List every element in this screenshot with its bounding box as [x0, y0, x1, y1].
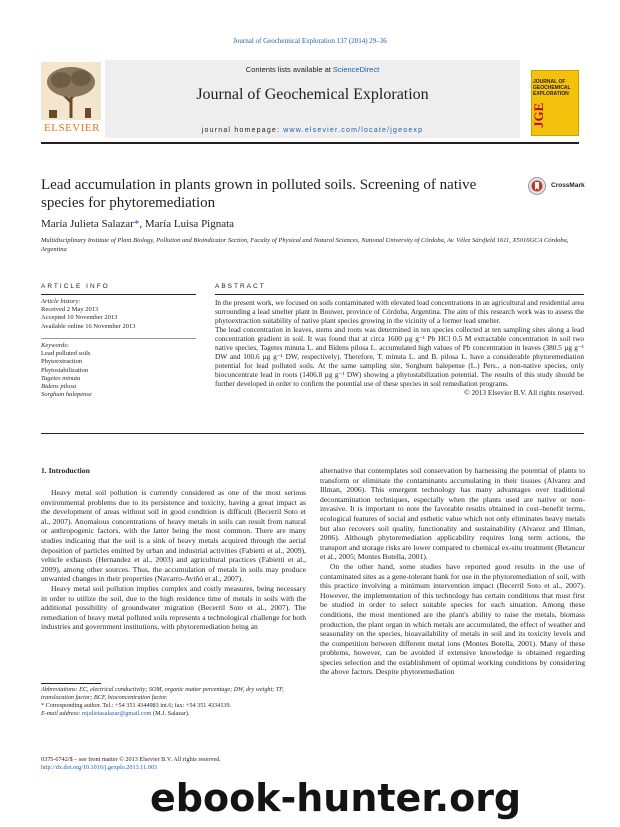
keyword: Phytostabilization [41, 366, 88, 374]
body-paragraph: On the other hand, some studies have reported good results in the use of contaminated sites as a gene-tolerant bank for use in the phytoremediation of soil, with this practice involving a minimum intervention impact (Becerril Soto et al., 2007). However, the implementation of this technology has certain conditions that must first be studied in order to select suitable species for each situation. Among these conditions, the most mentioned are the plant's ability to raise the metals, biomass production, the plant organ in which metals are accumulated, the effect of weather and seasonality on the species, bioavailability of metals in soil and its toxicity levels and the competition between different metal ions (Montes Botella, 2001). Many of these problems, however, can be avoided if extensive knowledge is obtained regarding species selection and the establishment of optimal working conditions by considering the above factors. Despite phytoremediation [320, 561, 585, 677]
keyword: Phytoextraction [41, 358, 83, 366]
section-heading: 1. Introduction [41, 466, 90, 475]
keyword: Lead polluted soils [41, 350, 91, 358]
contents-line [105, 65, 520, 74]
abstract-body [215, 298, 584, 397]
keyword: Bidens pilosa [41, 383, 77, 391]
email-footnote [41, 710, 311, 718]
accepted-date: Accepted 10 November 2013 [41, 314, 118, 322]
body-left-column [41, 488, 306, 632]
abstract-paragraph: The lead concentration in leaves, stems and roots was determined in ten species collected at ten sampling sites along a lead concentration gradient in soil. It was found that at circa 1600 µg g⁻¹ Pb HCl 0.5 M extractable concentration in soil two native species, Tagetes minuta L. and Bidens pilosa L. accumulated high values of Pb concentration in leaves (380.5 µg g⁻¹ DW and 100.6 µg g⁻¹ DW, respectively). Therefore, T. minuta L. and B. pilosa L. have a considerable phytoremediation potential for lead polluted soils. At the same sampling site, Sorghum halepense (L.) Pers., a non-native species, only bioconcentrate lead in roots (1406.8 µg g⁻¹ DW) showing a phytostabilization potential. The results of this study should be further developed in order to confirm the potential use of these species in soil remediation programs. [215, 325, 584, 388]
page-footer [41, 756, 311, 772]
journal-citation-link[interactable]: Journal of Geochemical Exploration 137 (2014) 29–36 [233, 37, 387, 45]
crossmark-label[interactable]: CrossMark [551, 182, 585, 189]
homepage-prefix: journal homepage: [201, 127, 284, 134]
keyword: Sorghum halepense [41, 391, 92, 399]
corresponding-author-marker[interactable]: * [133, 218, 140, 230]
keywords-rule [41, 338, 196, 339]
body-paragraph: Heavy metal soil pollution implies complex and costly measures, being necessary in order to utilize the soil, due to the high residence time of metals in soils with the additional possibility of groundwater migration (Becerril Soto et al., 2007). The remediation of heavy metal polluted soils represents a technological challenge for both industries and government institutions, with phytoremediation being an [41, 583, 306, 632]
body-paragraph: Heavy metal soil pollution is currently considered as one of the most serious environmental problems due to its persistence and toxicity, having a great impact as the development of areas without soil in good condition is difficult (Becerril Soto et al., 2007). Anomalous concentrations of heavy metals in soils can result from natural or anthropogenic factors, with the latter being the most common. There are many studies indicating that the soil is a sink of heavy metals acquired through the aerial deposition of particles emitted by urban and industrial activities (Fabietti et al., 2009), vehicle exhausts (Hernandez et al., 2003) and agricultural practices (Fabietti et al., 2009), among other sources. Thus, the accumulation of metals in soils may produce unwanted changes in their properties (Navarro-Aviñó et al., 2007). [41, 488, 306, 584]
author-separator: , [139, 218, 145, 230]
body-paragraph: alternative that contemplates soil conservation by harnessing the potential of plants to transform or eliminate the contaminants accumulating in their tissues (Alvarez and Illman, 2006). This emergent technology has many advantages over traditional decontamination techniques, especially when the plants used are native or non-invasive. It is important to note the favorable results obtained in cost–benefit terms, ecological features of social and esthetic value which not only eliminates heavy metals but also recovers soil quality, functionality and sustainability (Alvarez and Illman, 2006). Although phytoremediation applicability requires long term actions, the transport and storage risks are lower compared to chemical ex-situ treatment (Betancur et al., 2005; Montes Botella, 2001). [320, 466, 585, 562]
author-name: María Luisa Pignata [144, 218, 235, 230]
article-info-rule [41, 294, 196, 295]
doi-link[interactable]: http://dx.doi.org/10.1016/j.gexplo.2013.11.003 [41, 764, 158, 771]
keywords-list [41, 342, 201, 399]
abstract-bottom-rule [41, 433, 584, 434]
contents-prefix: Contents lists available at [245, 65, 333, 74]
article-info-heading: ARTICLE INFO [41, 283, 110, 290]
body-right-column [320, 466, 585, 677]
article-history [41, 298, 201, 331]
author-list [41, 218, 234, 230]
crossmark-icon[interactable] [528, 177, 546, 195]
cover-title: JOURNAL OF GEOCHEMICAL EXPLORATION [533, 79, 571, 97]
history-label: Article history: [41, 298, 81, 305]
journal-homepage-line [105, 127, 520, 134]
keywords-label: Keywords: [41, 342, 69, 349]
article-title: Lead accumulation in plants grown in polluted soils. Screening of native species for phytoremediation [41, 177, 477, 211]
copyright-notice: © 2013 Elsevier B.V. All rights reserved. [464, 388, 584, 397]
keyword: Tagetes minuta [41, 374, 81, 382]
abstract-rule [215, 294, 584, 295]
abbreviations-footnote: Abbreviations: EC, electrical conductivity; SOM, organic matter percentage; DW, dry weight; TF, translocation factor; BCF, bioconcentration factor. [41, 686, 284, 701]
abstract-heading: ABSTRACT [215, 283, 266, 290]
author-affiliation: Multidisciplinary Institute of Plant Biology, Pollution and Bioindicator Section, Faculty of Physical and Natural Sciences, National University of Córdoba, Av. Vélez Sársfield 1611, X5016GCA Córdoba, Argentina [41, 237, 569, 253]
email-link[interactable]: mjulietasalazar@gmail.com [82, 710, 152, 717]
cover-jge-text: JGE [531, 102, 546, 128]
corresponding-author-footnote: * Corresponding author. Tel.: +54 351 4344983 int.6; fax: +54 351 4334139. [41, 702, 232, 709]
email-suffix: (M.J. Salazar). [151, 710, 190, 717]
journal-name: Journal of Geochemical Exploration [196, 86, 429, 103]
footnotes [41, 686, 311, 718]
author-name: María Julieta Salazar [41, 218, 134, 230]
sciencedirect-link[interactable]: ScienceDirect [332, 65, 380, 74]
publisher-wordmark: ELSEVIER [44, 122, 100, 134]
email-label: E-mail address: [41, 710, 83, 717]
issn-line: 0375-6742/$ – see front matter © 2013 Elsevier B.V. All rights reserved. [41, 756, 221, 763]
online-date: Available online 16 November 2013 [41, 322, 136, 330]
watermark-text: ebook-hunter.org [150, 776, 522, 820]
footnote-rule [41, 683, 101, 684]
header-divider [41, 142, 579, 144]
homepage-link[interactable]: www.elsevier.com/locate/jgeoexp [283, 127, 424, 134]
received-date: Received 2 May 2013 [41, 306, 99, 314]
abstract-paragraph: In the present work, we focused on soils contaminated with elevated lead concentrations in an agricultural and residential area surrounding a lead smelter plant in Bouwer, province of Córdoba, Argentina. The aim of this research work was to assess the phytoextraction suitability of native plant species growing in the vicinity of a former lead smelter. [215, 298, 584, 325]
